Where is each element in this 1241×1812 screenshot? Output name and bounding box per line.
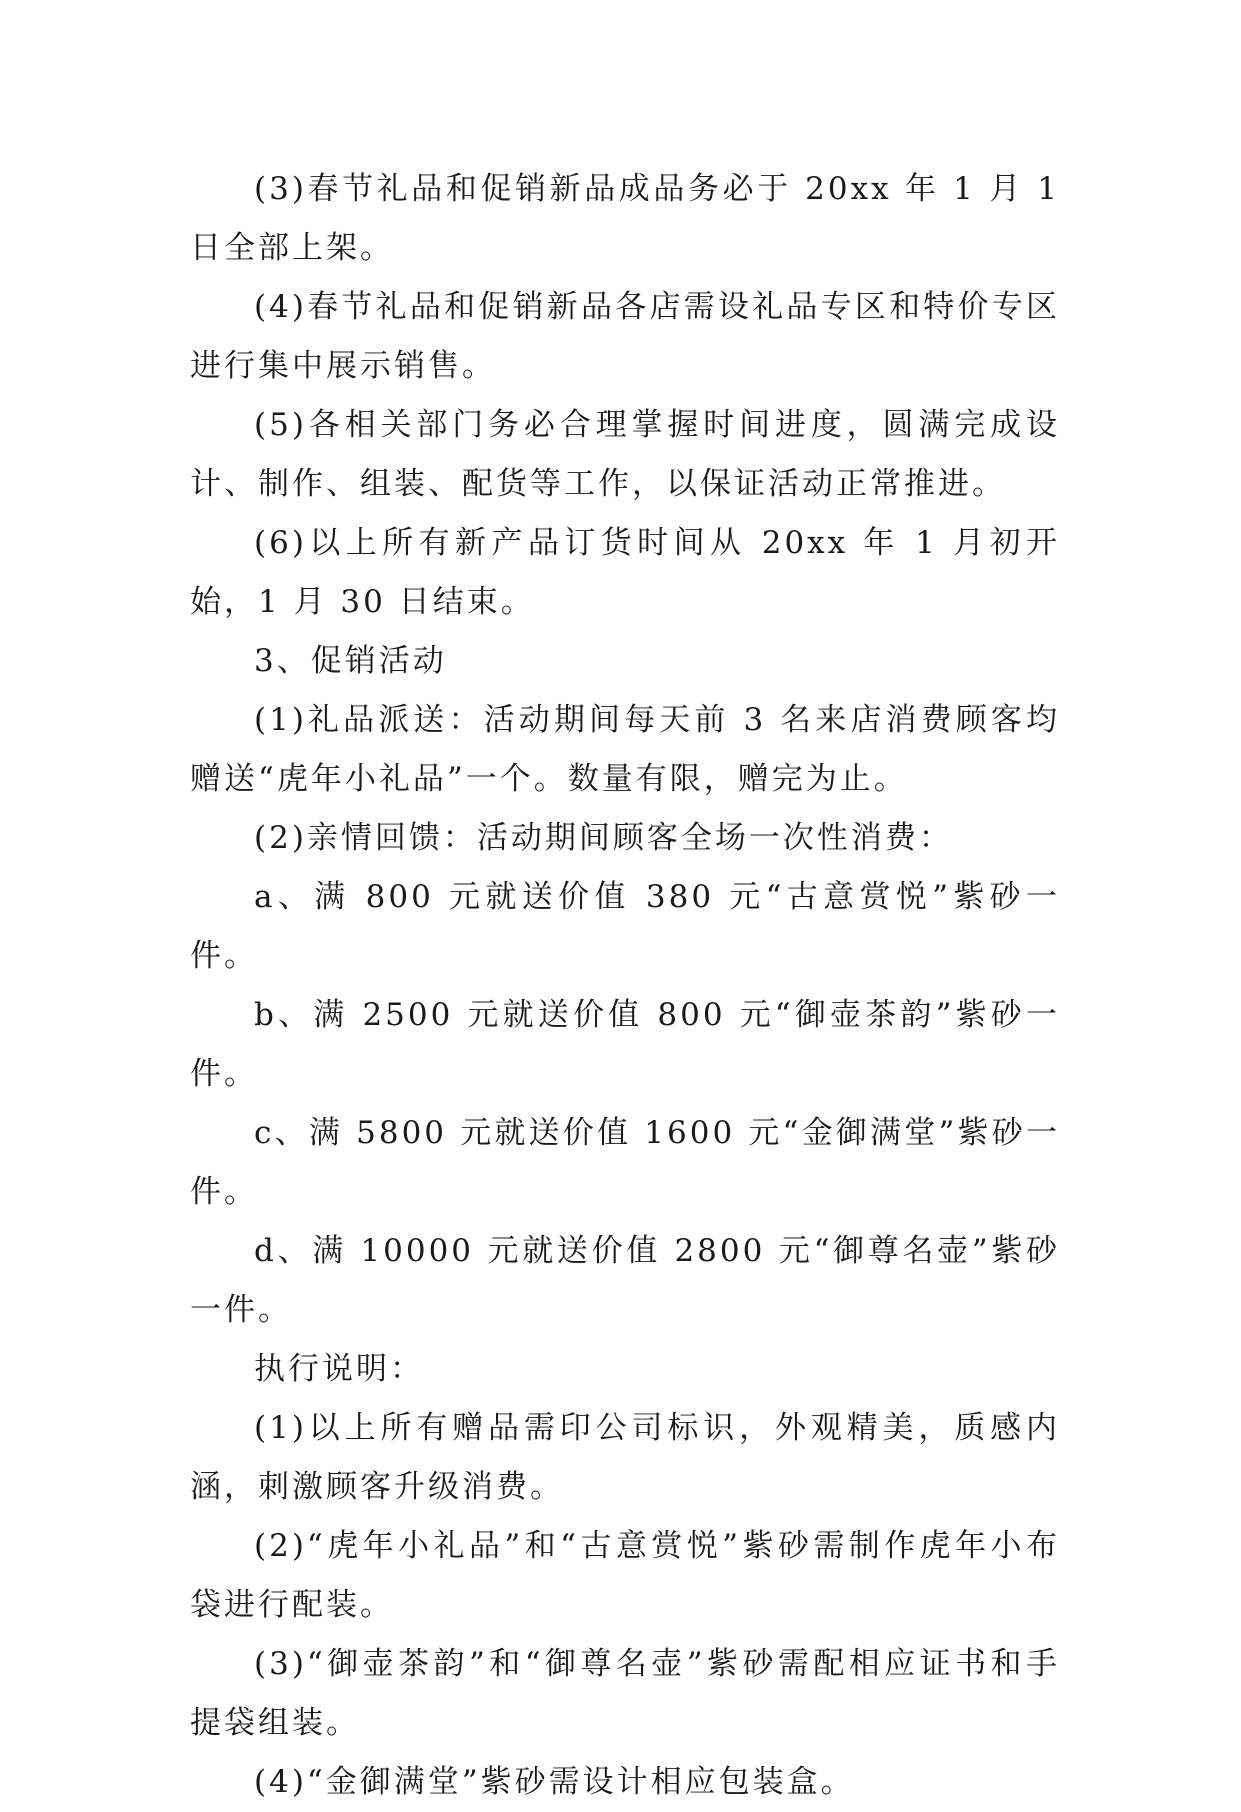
- reward-tier-a: a、满 800 元就送价值 380 元“古意赏悦”紫砂一件。: [190, 879, 1060, 974]
- execution-note-2: (2)“虎年小礼品”和“古意赏悦”紫砂需制作虎年小布袋进行配装。: [190, 1528, 1060, 1623]
- execution-note-3: (3)“御壶茶韵”和“御尊名壶”紫砂需配相应证书和手提袋组装。: [190, 1646, 1060, 1741]
- paragraph-item-3-shelving: (3)春节礼品和促销新品成品务必于 20xx 年 1 月 1 日全部上架。: [190, 171, 1060, 266]
- document-body: [190, 160, 1060, 1812]
- execution-note-1: (1)以上所有赠品需印公司标识，外观精美，质感内涵，刺激顾客升级消费。: [190, 1410, 1060, 1505]
- paragraph-customer-reward: (2)亲情回馈：活动期间顾客全场一次性消费：: [254, 820, 953, 856]
- execution-note-4: (4)“金御满堂”紫砂需设计相应包装盒。: [254, 1764, 855, 1800]
- section-heading-promotion: 3、促销活动: [254, 643, 447, 679]
- paragraph-gift-delivery: (1)礼品派送：活动期间每天前 3 名来店消费顾客均赠送“虎年小礼品”一个。数量有限，赠完为止。: [190, 702, 1060, 797]
- paragraph-item-4-display: (4)春节礼品和促销新品各店需设礼品专区和特价专区进行集中展示销售。: [190, 289, 1060, 384]
- section-heading-execution: 执行说明：: [254, 1351, 424, 1387]
- paragraph-item-6-ordering: (6)以上所有新产品订货时间从 20xx 年 1 月初开始，1 月 30 日结束。: [190, 525, 1060, 620]
- reward-tier-c: c、满 5800 元就送价值 1600 元“金御满堂”紫砂一件。: [190, 1115, 1060, 1210]
- reward-tier-b: b、满 2500 元就送价值 800 元“御壶茶韵”紫砂一件。: [190, 997, 1060, 1092]
- reward-tier-d: d、满 10000 元就送价值 2800 元“御尊名壶”紫砂一件。: [190, 1233, 1060, 1328]
- paragraph-item-5-progress: (5)各相关部门务必合理掌握时间进度，圆满完成设计、制作、组装、配货等工作，以保证活动正常推进。: [190, 407, 1060, 502]
